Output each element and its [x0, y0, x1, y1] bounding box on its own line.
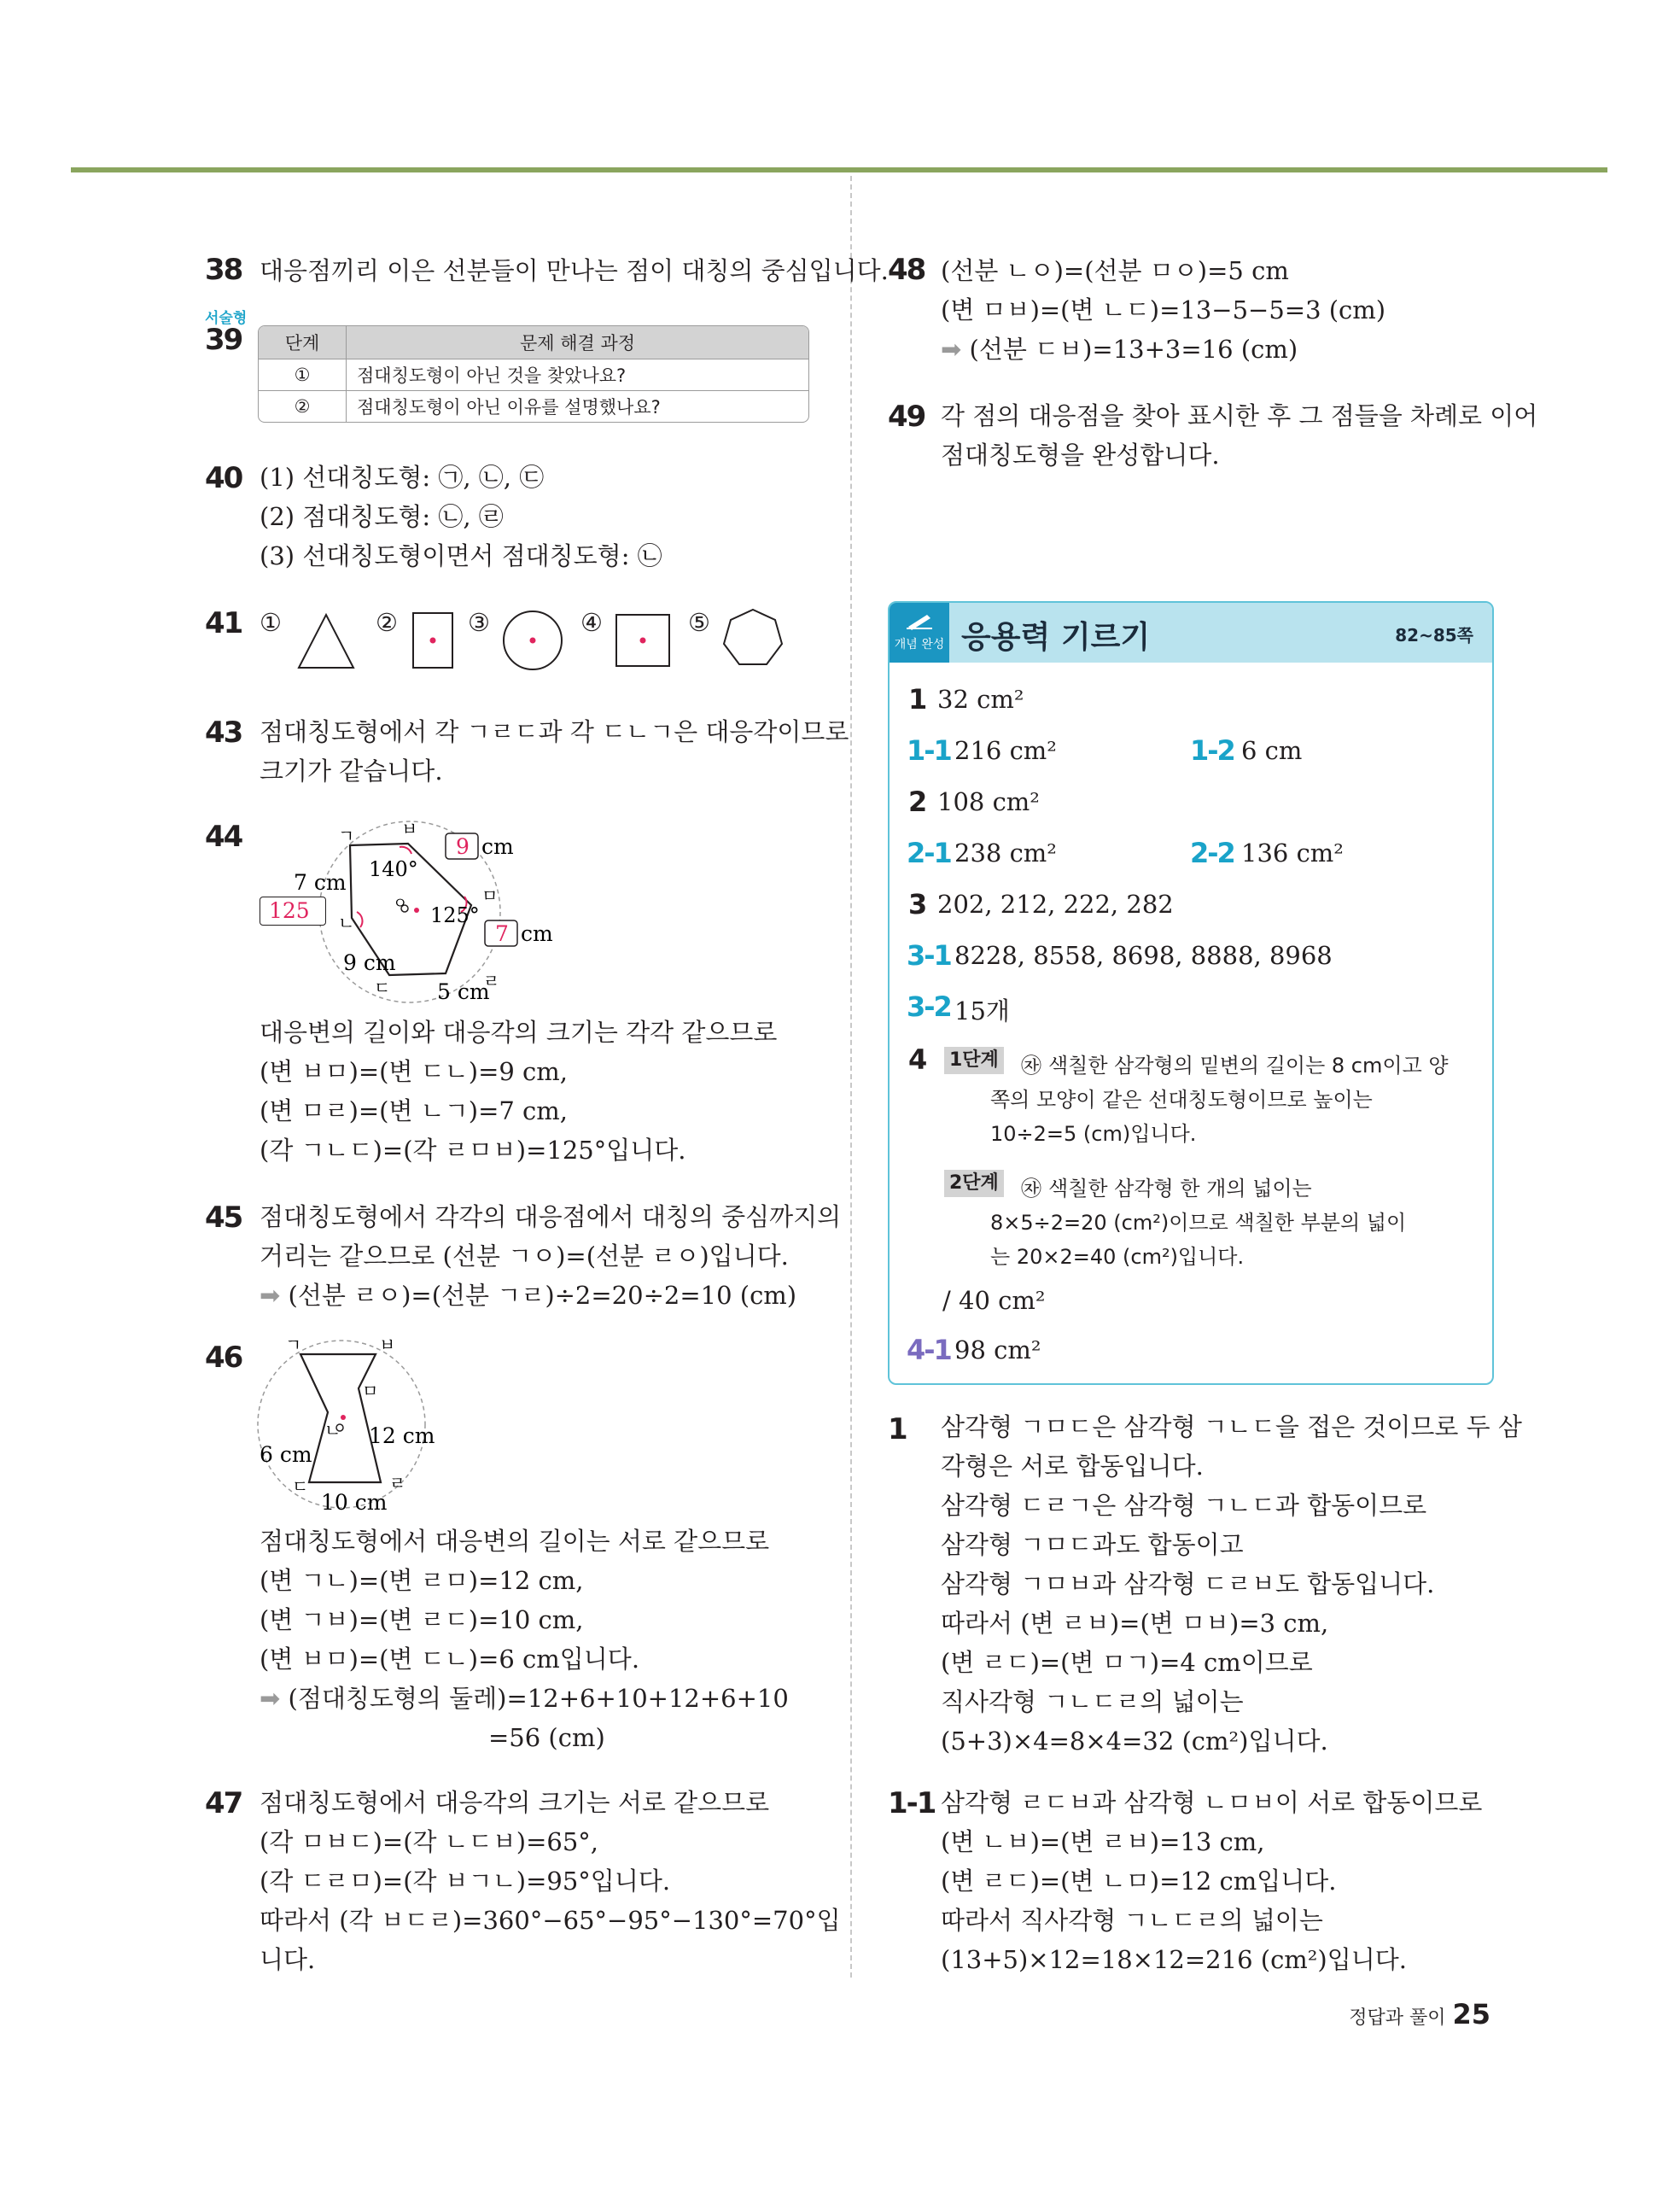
- box-title: 응용력 기르기: [961, 620, 1151, 655]
- q40-number: 40: [205, 461, 242, 495]
- q46-line: (변 ㄱㄴ)=(변 ㄹㅁ)=12 cm,: [260, 1566, 584, 1595]
- answer-value: 108 cm²: [937, 787, 1040, 816]
- q38-text: 대응점끼리 이은 선분들이 만나는 점이 대칭의 중심입니다.: [260, 256, 889, 285]
- answer-value: 7: [495, 921, 509, 946]
- q44-line: (변 ㅂㅁ)=(변 ㄷㄴ)=9 cm,: [260, 1057, 569, 1086]
- vertex-label: ㄹ: [483, 971, 500, 991]
- vertex-label: ㄹ: [389, 1473, 406, 1493]
- answer-number: 4-1: [907, 1334, 951, 1366]
- angle-label: 125°: [430, 903, 480, 927]
- q47-line: 점대칭도형에서 대응각의 크기는 서로 같으므로: [260, 1788, 770, 1817]
- s1-line: 각형은 서로 합동입니다.: [941, 1452, 1204, 1481]
- s11-line: (변 ㄹㄷ)=(변 ㄴㅁ)=12 cm입니다.: [941, 1867, 1337, 1896]
- step1-line: 10÷2=5 (cm)입니다.: [990, 1122, 1197, 1146]
- center-dot: [530, 638, 536, 644]
- q39-number: 39: [205, 323, 242, 357]
- length-label: 9 cm: [343, 950, 396, 975]
- s1-line: (5+3)×4=8×4=32 (cm²)입니다.: [941, 1727, 1328, 1756]
- answer-number: 2-2: [1190, 837, 1234, 869]
- table-cell: 점대칭도형이 아닌 이유를 설명했나요?: [347, 390, 808, 422]
- length-label: 7 cm: [294, 870, 347, 895]
- q43-line: 크기가 같습니다.: [260, 757, 443, 786]
- q41-label: ①: [260, 608, 282, 637]
- vertex-label: ㄷ: [374, 978, 391, 998]
- angle-arc: [400, 847, 411, 854]
- answer-number: 2-1: [907, 837, 951, 869]
- length-label: 10 cm: [321, 1490, 388, 1515]
- s11-line: 삼각형 ㄹㄷㅂ과 삼각형 ㄴㅁㅂ이 서로 합동이므로: [941, 1788, 1483, 1817]
- step1-line: 쪽의 모양이 같은 선대칭도형이므로 높이는: [990, 1088, 1373, 1112]
- table-cell: 점대칭도형이 아닌 것을 찾았나요?: [347, 359, 808, 390]
- angle-label: 140°: [369, 857, 418, 881]
- unit-label: cm: [481, 834, 514, 859]
- center-dot: [640, 638, 646, 644]
- page-number: 25: [1452, 1998, 1490, 2030]
- q39-rubric-table: [258, 325, 809, 423]
- s11-line: 따라서 직사각형 ㄱㄴㄷㄹ의 넓이는: [941, 1906, 1323, 1935]
- q41-number: 41: [205, 606, 242, 640]
- step1-label: 1단계: [944, 1047, 1004, 1074]
- q41-label: ③: [468, 608, 490, 637]
- box-pages: 82~85쪽: [1395, 625, 1473, 646]
- answer-value: 8228, 8558, 8698, 8888, 8968: [954, 941, 1333, 970]
- table-cell: ①: [259, 359, 347, 390]
- page-footer: [1349, 1998, 1490, 2030]
- table-row: [259, 359, 808, 390]
- q48-number: 48: [888, 253, 925, 287]
- answer-number: 4: [908, 1043, 926, 1076]
- q41-shapes: [282, 598, 794, 675]
- arrow-icon: ➡: [941, 335, 962, 364]
- table-row: [259, 390, 808, 422]
- q45-line: 점대칭도형에서 각각의 대응점에서 대칭의 중심까지의: [260, 1202, 842, 1231]
- vertex-label: ㄱ: [285, 1339, 302, 1355]
- hexagon-shape: [300, 1354, 381, 1482]
- answer-value: 15개: [954, 996, 1010, 1025]
- q44-number: 44: [205, 820, 242, 854]
- example-icon: ㉶: [1021, 1054, 1041, 1078]
- step2-line: 색칠한 삼각형 한 개의 넓이는: [1048, 1177, 1312, 1201]
- answer-number: 3: [908, 888, 926, 920]
- top-rule: [71, 167, 1607, 172]
- answer-value: 6 cm: [1241, 736, 1303, 765]
- vertex-label: ㄷ: [292, 1476, 309, 1497]
- q44-line: (각 ㄱㄴㄷ)=(각 ㄹㅁㅂ)=125°입니다.: [260, 1136, 686, 1165]
- answer-number: 3-2: [907, 990, 951, 1023]
- q47-line: 니다.: [260, 1945, 316, 1974]
- q48-line: [941, 330, 1298, 369]
- center-label: ㅇ: [393, 895, 408, 913]
- length-label: 12 cm: [369, 1423, 435, 1448]
- answer-number: 1-2: [1190, 734, 1234, 767]
- q49-line: 점대칭도형을 완성합니다.: [941, 441, 1220, 470]
- pencil-icon: [905, 611, 934, 630]
- answer-value: 98 cm²: [954, 1335, 1041, 1364]
- answer-number: 1-1: [907, 734, 951, 767]
- s1-line: 삼각형 ㄱㅁㅂ과 삼각형 ㄷㄹㅂ도 합동입니다.: [941, 1569, 1435, 1598]
- length-label: 6 cm: [260, 1442, 312, 1467]
- step2-line: 8×5÷2=20 (cm²)이므로 색칠한 부분의 넓이: [990, 1211, 1407, 1235]
- concept-badge: [890, 603, 949, 663]
- s1-line: 삼각형 ㄷㄹㄱ은 삼각형 ㄱㄴㄷ과 합동이므로: [941, 1491, 1427, 1520]
- vertex-label: ㅂ: [379, 1339, 396, 1355]
- arrow-icon: ➡: [260, 1281, 281, 1310]
- s1-line: 따라서 (변 ㄹㅂ)=(변 ㅁㅂ)=3 cm,: [941, 1609, 1329, 1638]
- triangle-shape: [299, 615, 353, 668]
- vertex-label: ㅁ: [481, 885, 499, 906]
- step1-line: 색칠한 삼각형의 밑변의 길이는 8 cm이고 양: [1048, 1054, 1449, 1078]
- q44-line: 대응변의 길이와 대응각의 크기는 각각 같으므로: [260, 1018, 778, 1047]
- answer-value: 202, 212, 222, 282: [937, 890, 1174, 919]
- q43-line: 점대칭도형에서 각 ㄱㄹㄷ과 각 ㄷㄴㄱ은 대응각이므로: [260, 717, 849, 746]
- q48-line: (변 ㅁㅂ)=(변 ㄴㄷ)=13−5−5=3 (cm): [941, 295, 1386, 324]
- answer-value: 32 cm²: [937, 685, 1024, 714]
- box-header: [890, 603, 1492, 663]
- q48-line: (선분 ㄴㅇ)=(선분 ㅁㅇ)=5 cm: [941, 256, 1289, 285]
- answer-box: [260, 897, 326, 926]
- s1-line: 직사각형 ㄱㄴㄷㄹ의 넓이는: [941, 1687, 1244, 1716]
- example-icon: ㉶: [1021, 1177, 1041, 1201]
- answer-value: 238 cm²: [954, 838, 1057, 868]
- table-header: 문제 해결 과정: [347, 326, 808, 359]
- q48-line-text: (선분 ㄷㅂ)=13+3=16 (cm): [969, 335, 1298, 364]
- step2-line: 는 20×2=40 (cm²)입니다.: [990, 1245, 1245, 1269]
- length-label: 5 cm: [437, 979, 490, 1004]
- q49-number: 49: [888, 400, 925, 434]
- q45-line: 거리는 같으므로 (선분 ㄱㅇ)=(선분 ㄹㅇ)입니다.: [260, 1242, 789, 1271]
- q41-label: ②: [376, 608, 398, 637]
- angle-arc: [357, 912, 363, 927]
- applied-skills-box: [888, 601, 1494, 1385]
- step2-label: 2단계: [944, 1170, 1004, 1197]
- q45-number: 45: [205, 1201, 242, 1235]
- q47-line: (각 ㄷㄹㅁ)=(각 ㅂㄱㄴ)=95°입니다.: [260, 1867, 671, 1896]
- vertex-label: ㄱ: [338, 826, 355, 846]
- q40-line: (3) 선대칭도형이면서 점대칭도형: ㉡: [260, 541, 662, 570]
- vertex-label: ㅁ: [362, 1381, 379, 1401]
- q46-line: [260, 1679, 789, 1718]
- badge-label: 개념 완성: [894, 638, 945, 651]
- q46-line-text: (점대칭도형의 둘레)=12+6+10+12+6+10: [288, 1684, 789, 1713]
- q47-line: 따라서 (각 ㅂㄷㄹ)=360°−65°−95°−130°=70°입: [260, 1906, 841, 1935]
- vertex-label: ㄴ: [338, 913, 355, 933]
- q41-label: ⑤: [688, 608, 710, 637]
- s11-line: (변 ㄴㅂ)=(변 ㄹㅂ)=13 cm,: [941, 1827, 1265, 1856]
- q39-tag: 서술형: [205, 310, 248, 327]
- s1-line: 삼각형 ㄱㅁㄷ과도 합동이고: [941, 1530, 1244, 1559]
- arrow-icon: ➡: [260, 1684, 281, 1713]
- q40-line: (2) 점대칭도형: ㉡, ㉣: [260, 502, 504, 531]
- q43-number: 43: [205, 716, 242, 750]
- unit-label: cm: [521, 921, 553, 946]
- center-dot: [341, 1415, 346, 1420]
- s1-line: (변 ㄹㄷ)=(변 ㅁㄱ)=4 cm이므로: [941, 1648, 1313, 1677]
- answer-number: 3-1: [907, 939, 951, 972]
- q46-line: (변 ㅂㅁ)=(변 ㄷㄴ)=6 cm입니다.: [260, 1645, 640, 1674]
- answer-value: 136 cm²: [1241, 838, 1344, 868]
- q44-line: (변 ㅁㄹ)=(변 ㄴㄱ)=7 cm,: [260, 1096, 569, 1125]
- answer-value: 9: [456, 834, 470, 859]
- table-cell: ②: [259, 390, 347, 422]
- q47-line: (각 ㅁㅂㄷ)=(각 ㄴㄷㅂ)=65°,: [260, 1827, 599, 1856]
- q46-line: (변 ㄱㅂ)=(변 ㄹㄷ)=10 cm,: [260, 1605, 584, 1634]
- q41-label: ④: [580, 608, 603, 637]
- q46-line: 점대칭도형에서 대응변의 길이는 서로 같으므로: [260, 1527, 770, 1556]
- center-dot: [414, 908, 419, 913]
- table-header: 단계: [259, 326, 347, 359]
- q46-line: =56 (cm): [488, 1723, 605, 1752]
- q49-line: 각 점의 대응점을 찾아 표시한 후 그 점들을 차례로 이어: [941, 401, 1538, 430]
- q46-number: 46: [205, 1341, 242, 1375]
- heptagon-shape: [724, 610, 782, 664]
- q47-number: 47: [205, 1786, 242, 1820]
- answer-value: 125: [269, 898, 310, 923]
- vertex-label: ㄴ: [324, 1420, 341, 1440]
- answer-value: 216 cm²: [954, 736, 1057, 765]
- s11-number: 1-1: [888, 1786, 936, 1820]
- q45-line-text: (선분 ㄹㅇ)=(선분 ㄱㄹ)÷2=20÷2=10 (cm): [288, 1281, 797, 1310]
- s1-number: 1: [888, 1412, 907, 1446]
- footer-label: 정답과 풀이: [1349, 2007, 1446, 2029]
- q46-figure: [256, 1339, 461, 1518]
- s11-line: (13+5)×12=18×12=216 (cm²)입니다.: [941, 1945, 1408, 1974]
- s1-line: 삼각형 ㄱㅁㄷ은 삼각형 ㄱㄴㄷ을 접은 것이므로 두 삼: [941, 1412, 1522, 1441]
- vertex-label: ㅂ: [401, 820, 418, 839]
- answer-number: 1: [908, 683, 926, 716]
- center-dot: [430, 638, 436, 644]
- q45-line: [260, 1276, 796, 1315]
- answer4-value: / 40 cm²: [942, 1286, 1046, 1315]
- q40-line: (1) 선대칭도형: ㉠, ㉡, ㉢: [260, 463, 545, 492]
- answer-number: 2: [908, 786, 926, 818]
- q38-number: 38: [205, 253, 242, 287]
- column-divider: [850, 176, 852, 1978]
